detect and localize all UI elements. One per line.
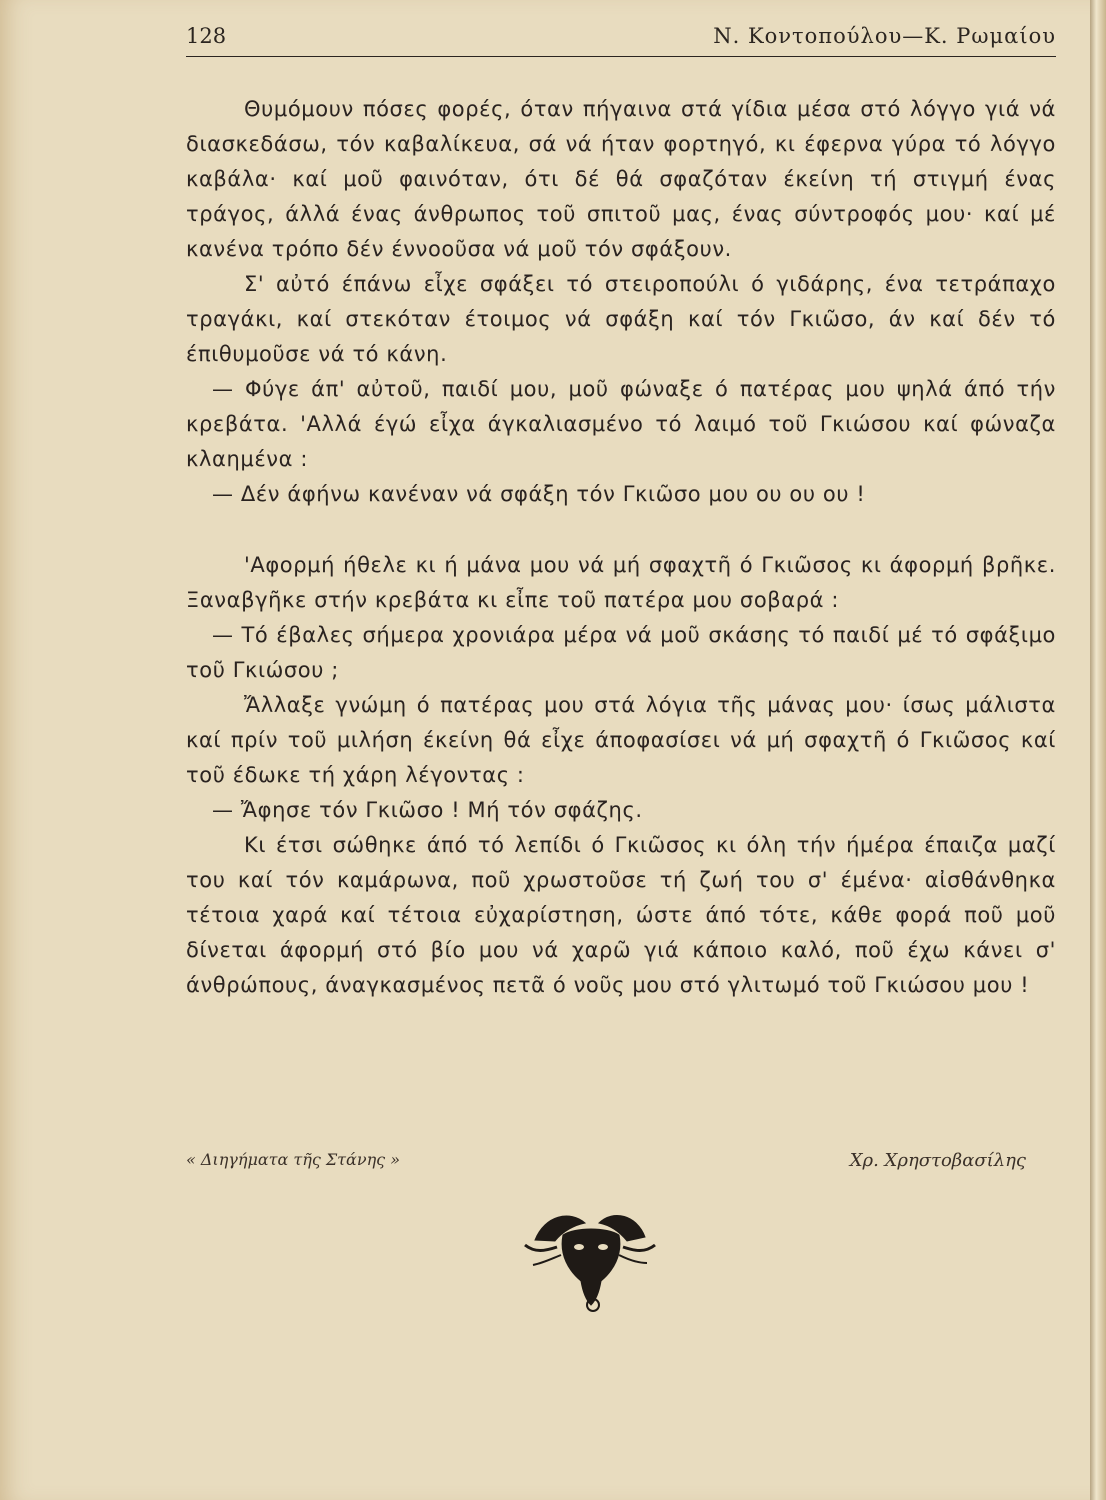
page-edge xyxy=(1090,0,1106,1500)
dialogue-line: — Τό έβαλες σήμερα χρονιάρα μέρα νά μοῦ σκάσης τό παιδί μέ τό σφάξιμο τοῦ Γκιώσου ; xyxy=(186,623,1056,682)
section-gap xyxy=(186,512,1056,548)
paragraph: Ἄλλαξε γνώμη ό πατέρας μου στά λόγια τῆς μάνας μου· ίσως μάλιστα καί πρίν τοῦ μιλήση έκείνη θά εἶχε άποφασίσει νά μή σφαχτῆ ό Γκιῶσος καί τοῦ έδωκε τή χάρη λέγοντας : xyxy=(186,693,1056,787)
paragraph: Θυμόμουν πόσες φορές, όταν πήγαινα στά γίδια μέσα στό λόγγο γιά νά διασκεδάσω, τόν καβαλίκευα, σά νά ήταν φορτηγό, κι έφερνα γύρα τό λόγγο καβάλα· καί μοῦ φαινόταν, ότι δέ θά σφαζόταν έκείνη τή στιγμή ένας τράγος, άλλά ένας άνθρωπος τοῦ σπιτοῦ μας, ένας σύντροφός μου· καί μέ κανένα τρόπο δέν έννοοῦσα νά μοῦ τόν σφάξουν. xyxy=(186,97,1056,261)
paragraph: 'Αφορμή ήθελε κι ή μάνα μου νά μή σφαχτῆ ό Γκιῶσος κι άφορμή βρῆκε. Ξαναβγῆκε στήν κρεβάτα κι εἶπε τοῦ πατέρα μου σοβαρά : xyxy=(186,553,1056,612)
dialogue-line: — Φύγε άπ' αὐτοῦ, παιδί μου, μοῦ φώναξε ό πατέρας μου ψηλά άπό τήν κρεβάτα. 'Αλλά έγώ εἶχα άγκαλιασμένο τό λαιμό τοῦ Γκιώσου καί φώναζα κλαημένα : xyxy=(186,377,1056,471)
credits-line xyxy=(186,1150,1056,1180)
page-number: 128 xyxy=(186,24,227,48)
paragraph: Σ' αὐτό έπάνω εἶχε σφάξει τό στειροπούλι ό γιδάρης, ένα τετράπαχο τραγάκι, καί στεκόταν έτοιμος νά σφάξη καί τόν Γκιῶσο, άν καί δέν τό έπιθυμοῦσε νά τό κάνη. xyxy=(186,272,1056,366)
paragraph: Κι έτσι σώθηκε άπό τό λεπίδι ό Γκιῶσος κι όλη τήν ήμέρα έπαιζα μαζί του καί τόν καμάρωνα, ποῦ χρωστοῦσε τή ζωή του σ' έμένα· αἰσθάνθηκα τέτοια χαρά καί τέτοια εὐχαρίστηση, ώστε άπό τότε, κάθε φορά ποῦ μοῦ δίνεται άφορμή στό βίο μου νά χαρῶ γιά κάποιο καλό, ποῦ έχω κάνει σ' άνθρώπους, άναγκασμένος πετᾶ ό νοῦς μου στό γλιτωμό τοῦ Γκιώσου μου ! xyxy=(186,833,1056,997)
goat-head-ornament-icon xyxy=(515,1205,665,1315)
dialogue-line: — Ἄφησε τόν Γκιῶσο ! Μή τόν σφάζης. xyxy=(212,798,643,822)
source-citation: « Διηγήματα τῆς Στάνης » xyxy=(186,1150,400,1169)
page-header xyxy=(186,20,1056,57)
body-text xyxy=(186,92,1056,1003)
dialogue-line: — Δέν άφήνω κανέναν νά σφάξη τόν Γκιῶσο μου ου ου ου ! xyxy=(212,482,866,506)
author-signature: Χρ. Χρηστοβασίλης xyxy=(849,1150,1026,1171)
running-head: Ν. Κοντοπούλου—Κ. Ρωμαίου xyxy=(713,24,1056,48)
